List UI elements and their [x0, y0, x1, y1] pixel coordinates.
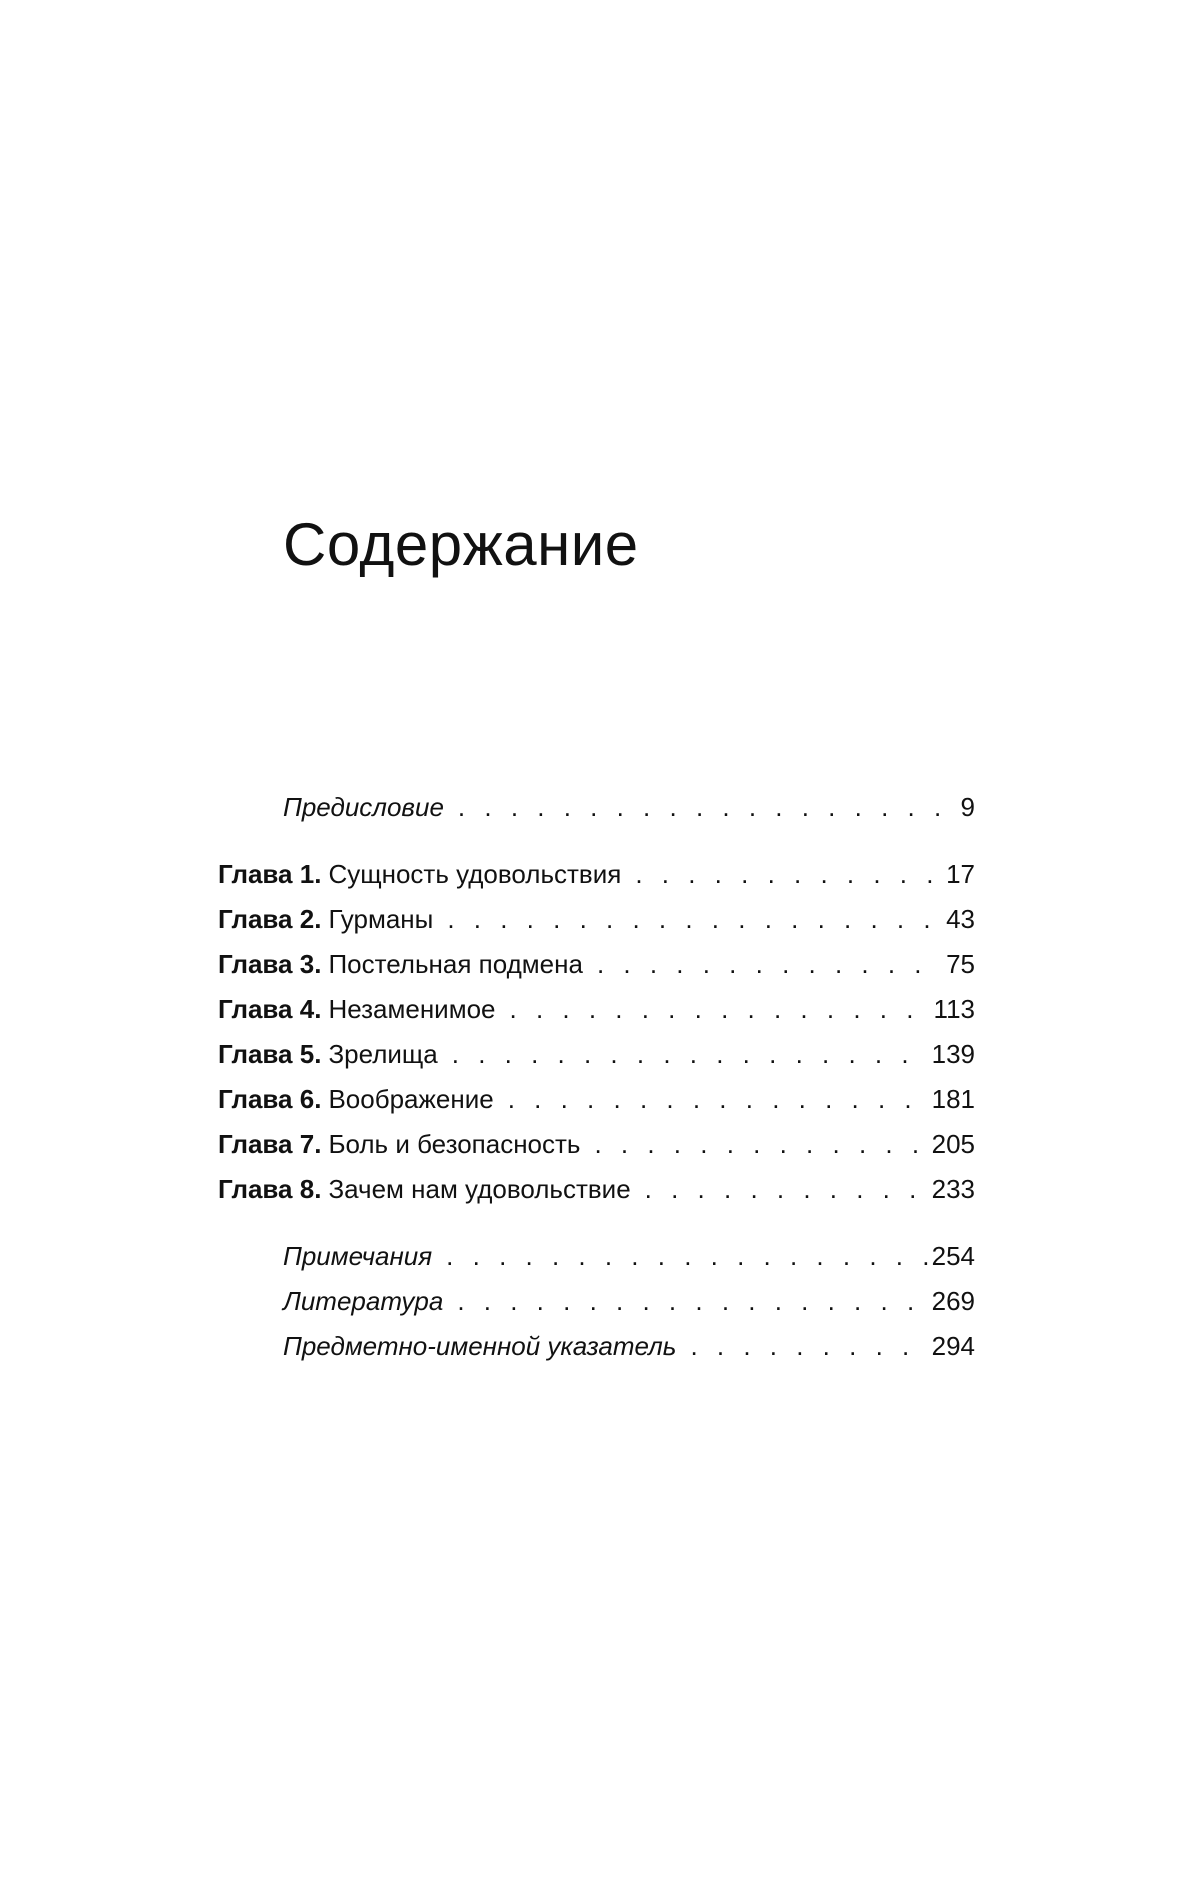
dot-leader: [458, 785, 951, 830]
dot-leader: [508, 1077, 928, 1122]
dot-leader: [452, 1032, 928, 1077]
toc-entry-chapter-4[interactable]: [218, 987, 975, 1032]
toc-page-number: 205: [931, 1129, 975, 1159]
toc-entry-chapter-2[interactable]: [218, 897, 975, 942]
toc-entry-chapter-6[interactable]: [218, 1077, 975, 1122]
chapter-label: Глава 8.: [218, 1174, 322, 1204]
toc-entry-chapter-5[interactable]: [218, 1032, 975, 1077]
dot-leader: [690, 1324, 927, 1369]
toc-page-number: 294: [931, 1331, 975, 1361]
chapter-label: Глава 4.: [218, 994, 322, 1024]
toc-page-number: 9: [960, 792, 975, 822]
toc-page-number: 254: [931, 1241, 975, 1271]
toc-entry-index[interactable]: [218, 1324, 975, 1369]
chapter-label: Глава 6.: [218, 1084, 322, 1114]
toc-entry-notes[interactable]: [218, 1234, 975, 1279]
dot-leader: [597, 942, 942, 987]
toc-entry-title: Боль и безопасность: [328, 1129, 581, 1159]
toc-page-number: 17: [946, 859, 975, 889]
toc-entry-preface[interactable]: [218, 785, 975, 830]
dot-leader: [447, 897, 942, 942]
table-of-contents: [218, 785, 975, 1369]
dot-leader: [635, 852, 942, 897]
toc-page-number: 233: [931, 1174, 975, 1204]
toc-entry-title: Сущность удовольствия: [328, 859, 622, 889]
toc-page-number: 75: [946, 949, 975, 979]
toc-entry-chapter-7[interactable]: [218, 1122, 975, 1167]
chapter-label: Глава 1.: [218, 859, 322, 889]
dot-leader: [594, 1122, 927, 1167]
toc-entry-literature[interactable]: [218, 1279, 975, 1324]
toc-entry-title: Предисловие: [283, 792, 444, 822]
chapter-label: Глава 7.: [218, 1129, 322, 1159]
dot-leader: [645, 1167, 928, 1212]
toc-entry-title: Зачем нам удовольствие: [328, 1174, 631, 1204]
dot-leader: [510, 987, 930, 1032]
dot-leader: [457, 1279, 927, 1324]
toc-entry-chapter-1[interactable]: [218, 852, 975, 897]
toc-page-number: 139: [931, 1039, 975, 1069]
toc-page-number: 181: [931, 1084, 975, 1114]
page-title: Содержание: [283, 511, 639, 578]
toc-entry-title: Гурманы: [328, 904, 434, 934]
toc-page-number: 113: [933, 994, 975, 1024]
toc-entry-title: Незаменимое: [328, 994, 496, 1024]
chapter-label: Глава 3.: [218, 949, 322, 979]
toc-entry-chapter-3[interactable]: [218, 942, 975, 987]
toc-entry-chapter-8[interactable]: [218, 1167, 975, 1212]
toc-entry-title: Предметно-именной указатель: [283, 1331, 677, 1361]
toc-entry-title: Литература: [283, 1286, 444, 1316]
chapter-label: Глава 5.: [218, 1039, 322, 1069]
toc-entry-title: Постельная подмена: [328, 949, 583, 979]
toc-page-number: 43: [946, 904, 975, 934]
dot-leader: [446, 1234, 927, 1279]
toc-entry-title: Воображение: [328, 1084, 494, 1114]
toc-entry-title: Примечания: [283, 1241, 433, 1271]
chapter-label: Глава 2.: [218, 904, 322, 934]
toc-page-number: 269: [931, 1286, 975, 1316]
toc-entry-title: Зрелища: [328, 1039, 438, 1069]
